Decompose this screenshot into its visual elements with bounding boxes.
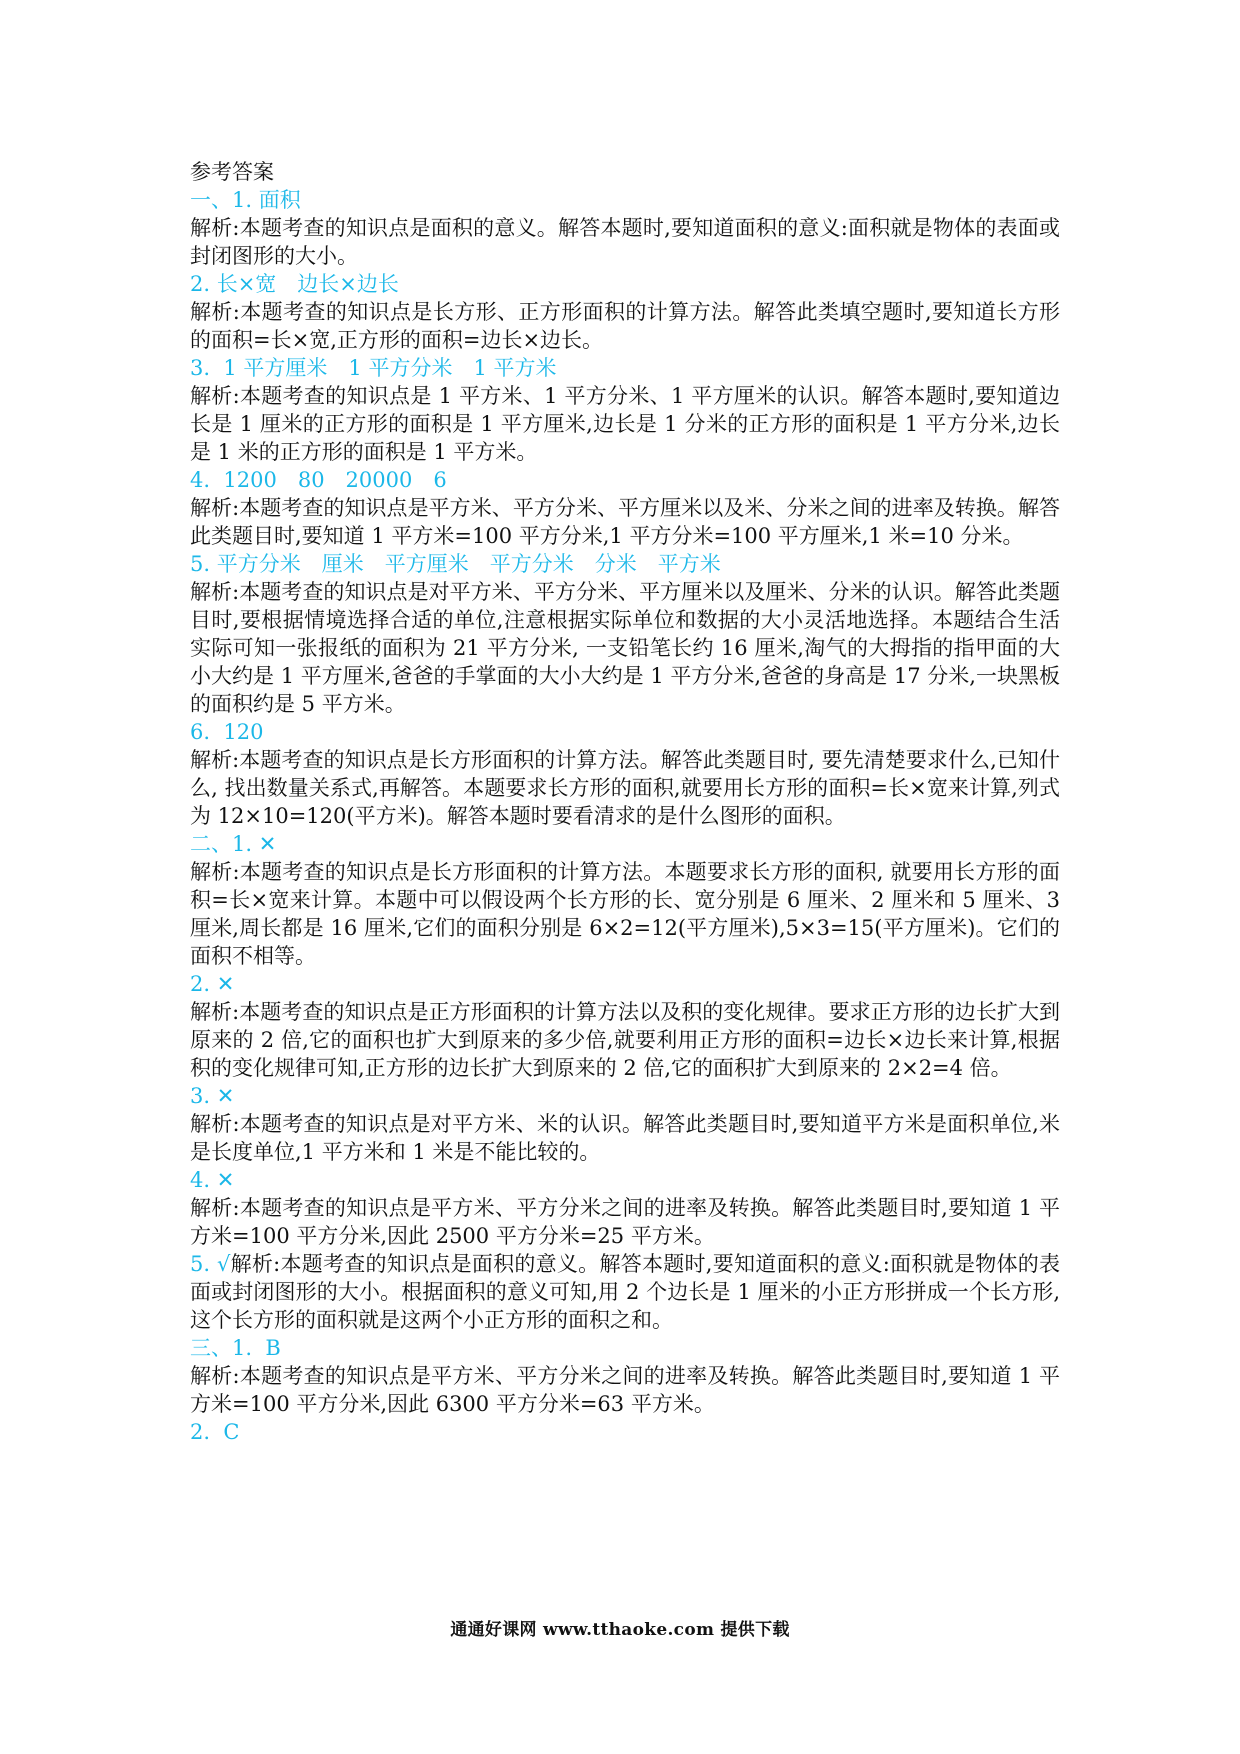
answer-line: 3. ✕ (190, 1084, 235, 1108)
answer-key-content (190, 158, 1060, 1446)
answer-line: 三、1. B (190, 1336, 281, 1360)
answer-line: 2. 长×宽 边长×边长 (190, 272, 399, 296)
page-footer: 通通好课网 www.tthaoke.com 提供下载 (450, 1620, 790, 1640)
answer-line: 3. 1 平方厘米 1 平方分米 1 平方米 (190, 356, 557, 380)
answer-line: 二、1. ✕ (190, 832, 277, 856)
answer-line: 2. C (190, 1420, 240, 1444)
answer-line: 4. ✕ (190, 1168, 235, 1192)
inline-explanation: 解析:本题考查的知识点是面积的意义。解答本题时,要知道面积的意义:面积就是物体的表面或封闭图形的大小。根据面积的意义可知,用 2 个边长是 1 厘米的小正方形拼成一个长方形,这个长方形的面积就是这两个小正方形的面积之和。 (190, 1252, 1060, 1332)
explanation-paragraph: 解析:本题考查的知识点是对平方米、米的认识。解答此类题目时,要知道平方米是面积单位,米是长度单位,1 平方米和 1 米是不能比较的。 (190, 1112, 1060, 1164)
answer-line: 6. 120 (190, 720, 264, 744)
explanation-paragraph: 解析:本题考查的知识点是平方米、平方分米之间的进率及转换。解答此类题目时,要知道 1 平方米=100 平方分米,因此 2500 平方分米=25 平方米。 (190, 1196, 1060, 1248)
inline-answer: 5. √ (190, 1252, 231, 1276)
explanation-paragraph: 解析:本题考查的知识点是平方米、平方分米、平方厘米以及米、分米之间的进率及转换。解答此类题目时,要知道 1 平方米=100 平方分米,1 平方分米=100 平方厘米,1 米=10 分米。 (190, 496, 1060, 548)
explanation-paragraph: 解析:本题考查的知识点是 1 平方米、1 平方分米、1 平方厘米的认识。解答本题时,要知道边长是 1 厘米的正方形的面积是 1 平方厘米,边长是 1 分米的正方形的面积是 1 平方分米,边长是 1 米的正方形的面积是 1 平方米。 (190, 384, 1060, 464)
page-title: 参考答案 (190, 160, 274, 184)
answer-line: 一、1. 面积 (190, 188, 301, 212)
explanation-paragraph-with-answer (190, 1250, 1060, 1334)
explanation-paragraph: 解析:本题考查的知识点是正方形面积的计算方法以及积的变化规律。要求正方形的边长扩大到原来的 2 倍,它的面积也扩大到原来的多少倍,就要利用正方形的面积=边长×边长来计算,根据积的变化规律可知,正方形的边长扩大到原来的 2 倍,它的面积扩大到原来的 2×2=4 倍。 (190, 1000, 1060, 1080)
answer-line: 4. 1200 80 20000 6 (190, 468, 447, 492)
explanation-paragraph: 解析:本题考查的知识点是对平方米、平方分米、平方厘米以及厘米、分米的认识。解答此类题目时,要根据情境选择合适的单位,注意根据实际单位和数据的大小灵活地选择。本题结合生活实际可知一张报纸的面积为 21 平方分米, 一支铅笔长约 16 厘米,淘气的大拇指的指甲面的大小大约是 1 平方厘米,爸爸的手掌面的大小大约是 1 平方分米,爸爸的身高是 17 分米,一块黑板的面积约是 5 平方米。 (190, 580, 1060, 716)
answer-line: 5. 平方分米 厘米 平方厘米 平方分米 分米 平方米 (190, 552, 721, 576)
explanation-paragraph: 解析:本题考查的知识点是平方米、平方分米之间的进率及转换。解答此类题目时,要知道 1 平方米=100 平方分米,因此 6300 平方分米=63 平方米。 (190, 1364, 1060, 1416)
explanation-paragraph: 解析:本题考查的知识点是面积的意义。解答本题时,要知道面积的意义:面积就是物体的表面或封闭图形的大小。 (190, 216, 1060, 268)
explanation-paragraph: 解析:本题考查的知识点是长方形面积的计算方法。本题要求长方形的面积, 就要用长方形的面积=长×宽来计算。本题中可以假设两个长方形的长、宽分别是 6 厘米、2 厘米和 5 厘米、3 厘米,周长都是 16 厘米,它们的面积分别是 6×2=12(平方厘米),5×3=15(平方厘米)。它们的面积不相等。 (190, 860, 1060, 968)
explanation-paragraph: 解析:本题考查的知识点是长方形、正方形面积的计算方法。解答此类填空题时,要知道长方形的面积=长×宽,正方形的面积=边长×边长。 (190, 300, 1060, 352)
answer-line: 2. ✕ (190, 972, 235, 996)
explanation-paragraph: 解析:本题考查的知识点是长方形面积的计算方法。解答此类题目时, 要先清楚要求什么,已知什么, 找出数量关系式,再解答。本题要求长方形的面积,就要用长方形的面积=长×宽来计算,列式为 12×10=120(平方米)。解答本题时要看清求的是什么图形的面积。 (190, 748, 1060, 828)
